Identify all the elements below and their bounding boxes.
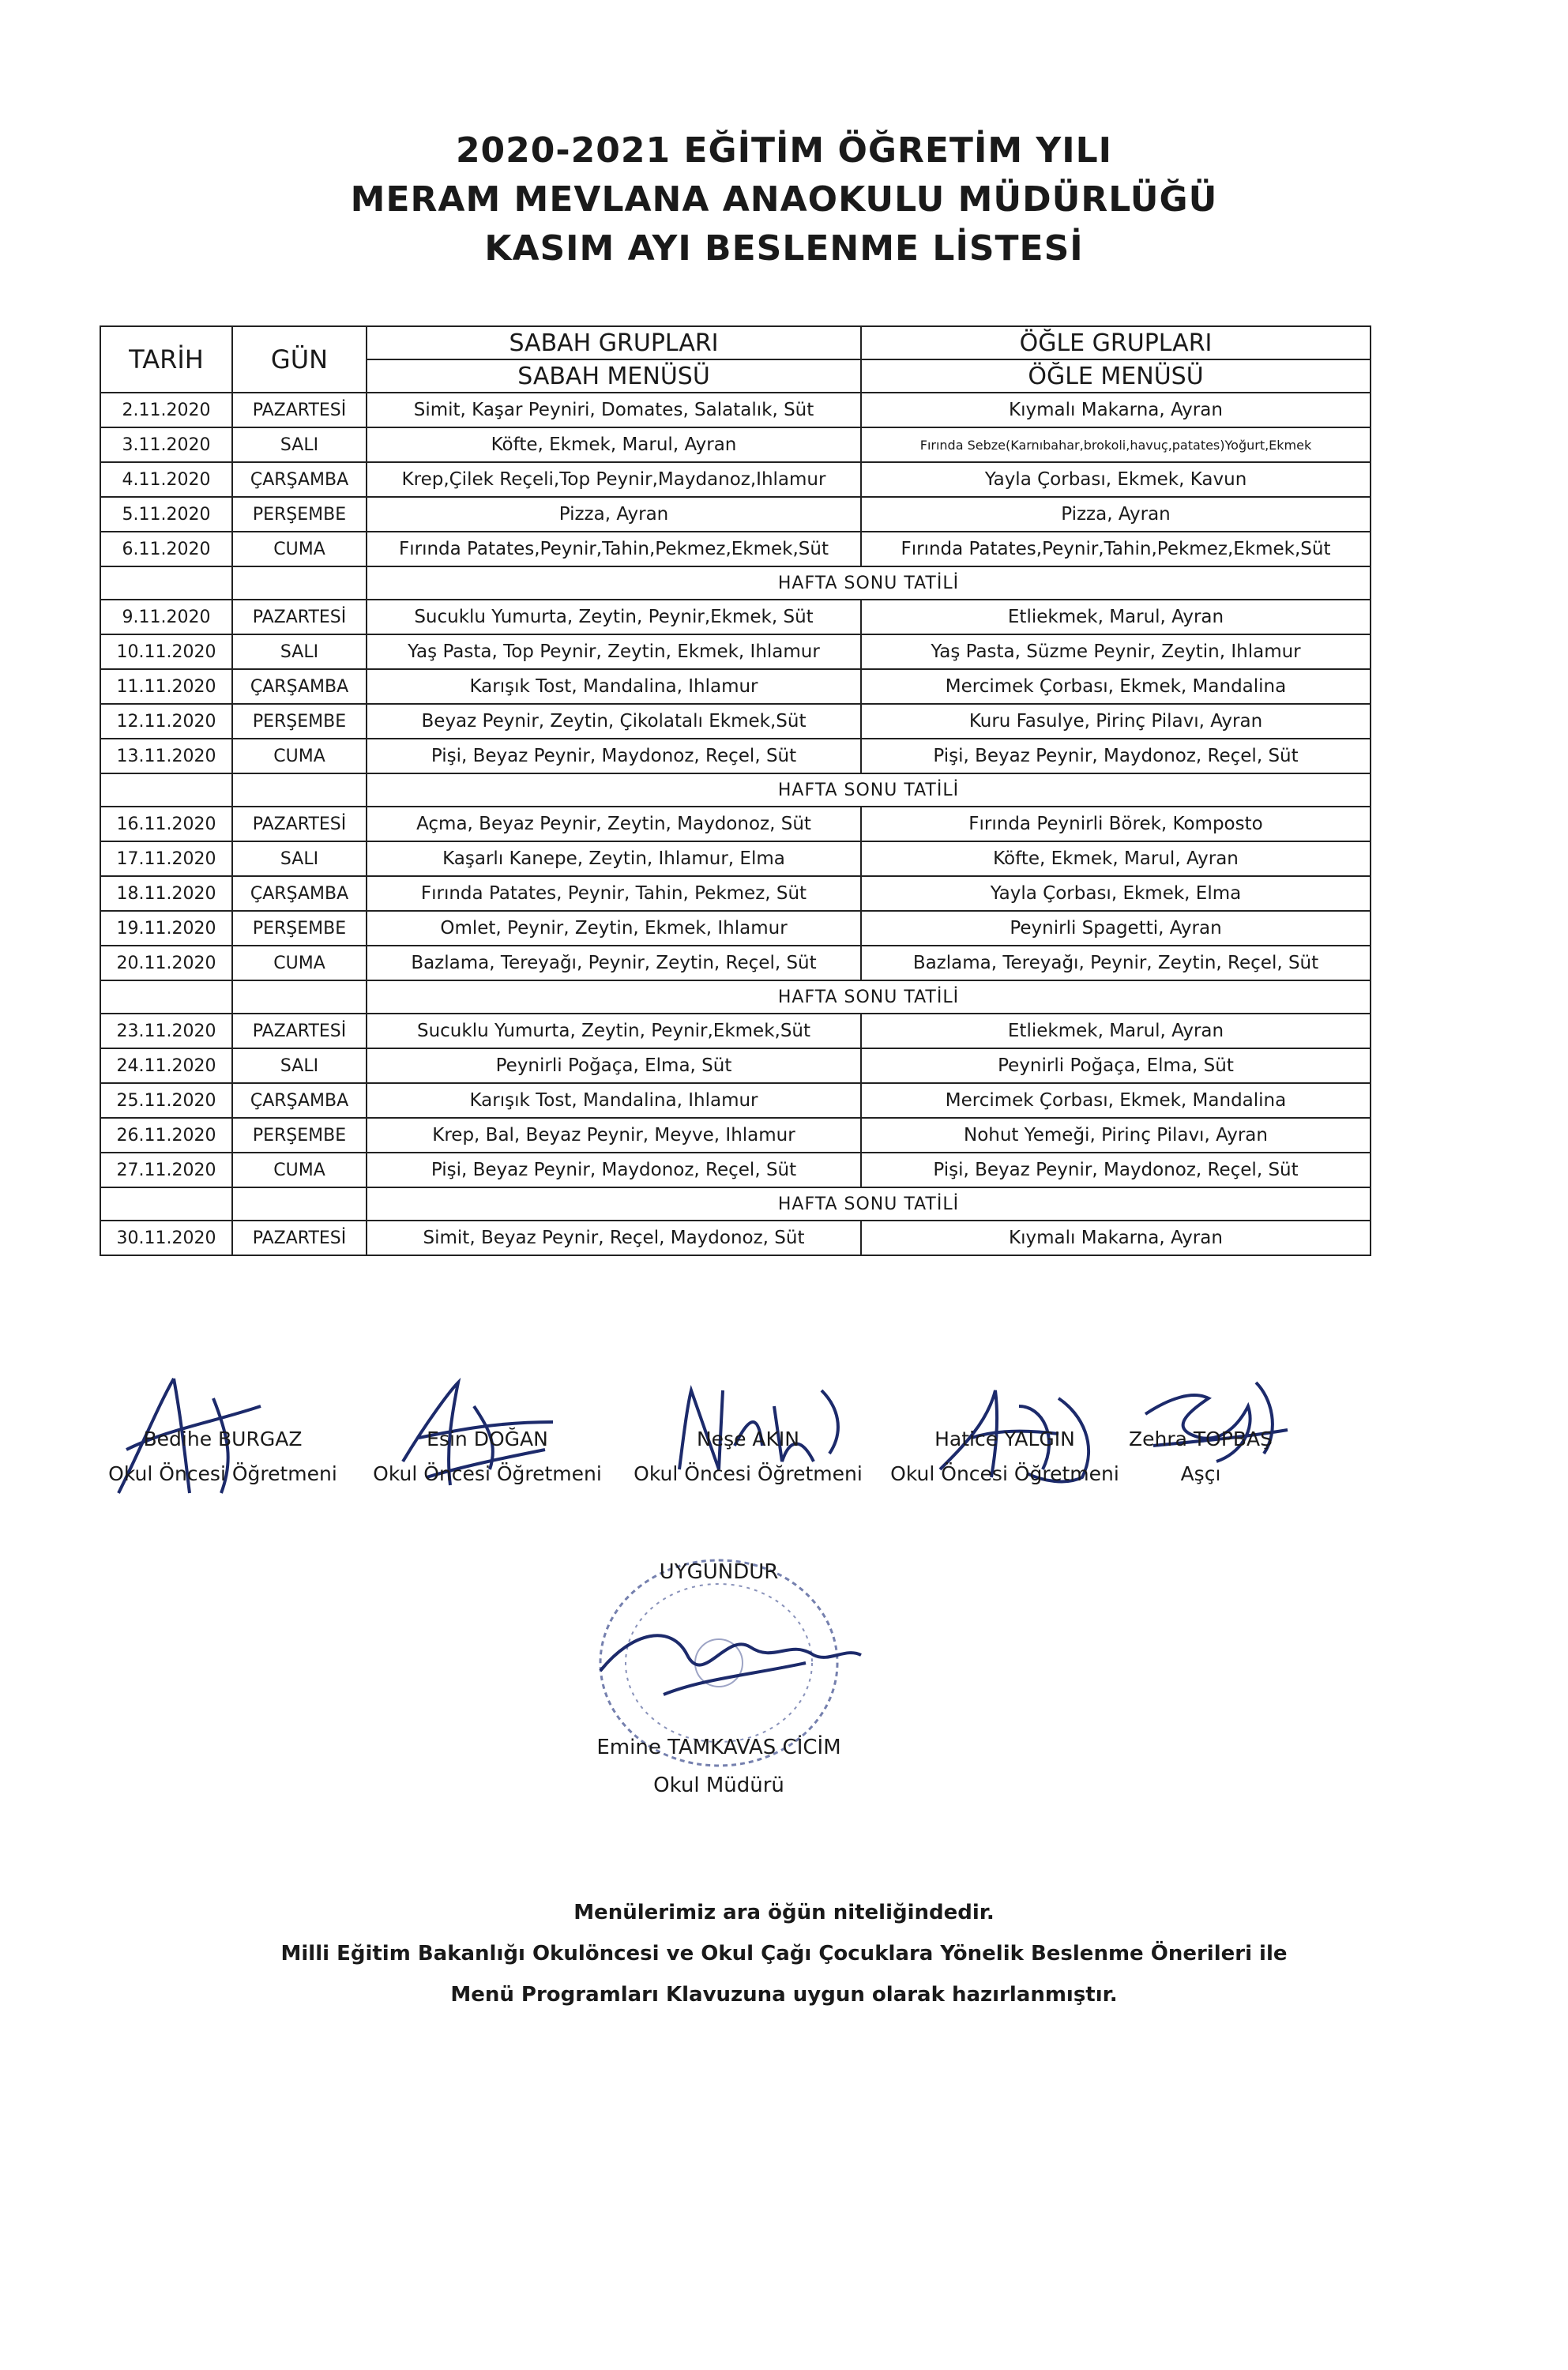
morning-menu-cell: Simit, Kaşar Peyniri, Domates, Salatalık, Süt xyxy=(367,393,861,427)
table-row xyxy=(100,946,1371,980)
date-cell: 3.11.2020 xyxy=(100,427,232,462)
noon-menu-cell: Etliekmek, Marul, Ayran xyxy=(861,1014,1371,1048)
table-row xyxy=(100,1118,1371,1153)
morning-menu-cell: Pizza, Ayran xyxy=(367,497,861,532)
header-list-title: KASIM AYI BESLENME LİSTESİ xyxy=(484,228,1084,269)
header-school-year: 2020-2021 EĞİTİM ÖĞRETİM YILI xyxy=(455,130,1113,171)
noon-menu-cell: Pizza, Ayran xyxy=(861,497,1371,532)
day-cell: SALI xyxy=(232,427,367,462)
day-cell: PAZARTESİ xyxy=(232,393,367,427)
table-row xyxy=(100,1014,1371,1048)
table-row xyxy=(100,600,1371,634)
date-cell: 24.11.2020 xyxy=(100,1048,232,1083)
header-school-name: MERAM MEVLANA ANAOKULU MÜDÜRLÜĞÜ xyxy=(350,179,1218,220)
date-cell: 2.11.2020 xyxy=(100,393,232,427)
noon-menu-cell: Yayla Çorbası, Ekmek, Elma xyxy=(861,876,1371,911)
noon-menu-cell: Pişi, Beyaz Peynir, Maydonoz, Reçel, Süt xyxy=(861,1153,1371,1187)
day-cell: PERŞEMBE xyxy=(232,497,367,532)
day-cell: ÇARŞAMBA xyxy=(232,462,367,497)
col-header-noon-menu: ÖĞLE MENÜSÜ xyxy=(861,359,1371,393)
weekend-label: HAFTA SONU TATİLİ xyxy=(367,980,1371,1014)
noon-menu-cell: Peynirli Spagetti, Ayran xyxy=(861,911,1371,946)
weekend-row xyxy=(100,773,1371,807)
table-row xyxy=(100,911,1371,946)
morning-menu-cell: Köfte, Ekmek, Marul, Ayran xyxy=(367,427,861,462)
day-cell: CUMA xyxy=(232,739,367,773)
nutrition-table xyxy=(100,325,1371,1256)
table-row xyxy=(100,669,1371,704)
noon-menu-cell: Kıymalı Makarna, Ayran xyxy=(861,1221,1371,1255)
date-cell: 17.11.2020 xyxy=(100,841,232,876)
date-cell: 19.11.2020 xyxy=(100,911,232,946)
weekend-label: HAFTA SONU TATİLİ xyxy=(367,1187,1371,1221)
day-cell: ÇARŞAMBA xyxy=(232,876,367,911)
signature-teacher-4 xyxy=(878,1422,1131,1492)
col-header-morning-menu: SABAH MENÜSÜ xyxy=(367,359,861,393)
date-cell: 18.11.2020 xyxy=(100,876,232,911)
noon-menu-cell: Peynirli Poğaça, Elma, Süt xyxy=(861,1048,1371,1083)
document-header xyxy=(0,126,1568,273)
morning-menu-cell: Fırında Patates, Peynir, Tahin, Pekmez, Süt xyxy=(367,876,861,911)
footer-notes xyxy=(0,1892,1568,2015)
day-cell: CUMA xyxy=(232,532,367,566)
table-row xyxy=(100,497,1371,532)
table-row xyxy=(100,876,1371,911)
signer-title: Okul Öncesi Öğretmeni xyxy=(373,1462,602,1485)
morning-menu-cell: Sucuklu Yumurta, Zeytin, Peynir,Ekmek,Süt xyxy=(367,1014,861,1048)
day-cell: SALI xyxy=(232,1048,367,1083)
table-row xyxy=(100,634,1371,669)
morning-menu-cell: Beyaz Peynir, Zeytin, Çikolatalı Ekmek,Süt xyxy=(367,704,861,739)
morning-menu-cell: Sucuklu Yumurta, Zeytin, Peynir,Ekmek, Süt xyxy=(367,600,861,634)
weekend-label: HAFTA SONU TATİLİ xyxy=(367,566,1371,600)
table-row xyxy=(100,1083,1371,1118)
noon-menu-cell: Fırında Sebze(Karnıbahar,brokoli,havuç,patates)Yoğurt,Ekmek xyxy=(861,427,1371,462)
date-cell: 4.11.2020 xyxy=(100,462,232,497)
weekend-row xyxy=(100,1187,1371,1221)
weekend-row xyxy=(100,980,1371,1014)
day-cell: PERŞEMBE xyxy=(232,704,367,739)
note-line-3: Menü Programları Klavuzuna uygun olarak hazırlanmıştır. xyxy=(450,1983,1118,2007)
signer-title: Okul Öncesi Öğretmeni xyxy=(108,1462,337,1485)
signer-name: Bedihe BURGAZ xyxy=(143,1428,303,1450)
noon-menu-cell: Köfte, Ekmek, Marul, Ayran xyxy=(861,841,1371,876)
morning-menu-cell: Simit, Beyaz Peynir, Reçel, Maydonoz, Süt xyxy=(367,1221,861,1255)
approval-label: UYGUNDUR xyxy=(659,1560,779,1584)
principal-name: Emine TAMKAVAS CİCİM xyxy=(596,1736,841,1759)
noon-menu-cell: Fırında Peynirli Börek, Komposto xyxy=(861,807,1371,841)
signature-teacher-1 xyxy=(88,1422,357,1492)
morning-menu-cell: Pişi, Beyaz Peynir, Maydonoz, Reçel, Süt xyxy=(367,1153,861,1187)
table-row xyxy=(100,427,1371,462)
table-row xyxy=(100,704,1371,739)
principal-block xyxy=(553,1729,885,1804)
morning-menu-cell: Krep, Bal, Beyaz Peynir, Meyve, Ihlamur xyxy=(367,1118,861,1153)
signer-title: Okul Öncesi Öğretmeni xyxy=(890,1462,1119,1485)
date-cell: 25.11.2020 xyxy=(100,1083,232,1118)
date-cell: 27.11.2020 xyxy=(100,1153,232,1187)
morning-menu-cell: Karışık Tost, Mandalina, Ihlamur xyxy=(367,669,861,704)
col-header-date: TARİH xyxy=(100,326,232,393)
signer-title: Aşçı xyxy=(1180,1462,1221,1485)
table-row xyxy=(100,807,1371,841)
day-cell: ÇARŞAMBA xyxy=(232,1083,367,1118)
date-cell: 20.11.2020 xyxy=(100,946,232,980)
note-line-1: Menülerimiz ara öğün niteliğindedir. xyxy=(573,1901,995,1924)
date-cell: 16.11.2020 xyxy=(100,807,232,841)
date-cell: 9.11.2020 xyxy=(100,600,232,634)
date-cell: 23.11.2020 xyxy=(100,1014,232,1048)
weekend-label: HAFTA SONU TATİLİ xyxy=(367,773,1371,807)
date-cell: 30.11.2020 xyxy=(100,1221,232,1255)
noon-menu-cell: Fırında Patates,Peynir,Tahin,Pekmez,Ekmek,Süt xyxy=(861,532,1371,566)
morning-menu-cell: Bazlama, Tereyağı, Peynir, Zeytin, Reçel, Süt xyxy=(367,946,861,980)
day-cell: CUMA xyxy=(232,946,367,980)
signer-name: Hatice YALGIN xyxy=(934,1428,1075,1450)
day-cell: CUMA xyxy=(232,1153,367,1187)
morning-menu-cell: Fırında Patates,Peynir,Tahin,Pekmez,Ekmek,Süt xyxy=(367,532,861,566)
col-header-day: GÜN xyxy=(232,326,367,393)
morning-menu-cell: Pişi, Beyaz Peynir, Maydonoz, Reçel, Süt xyxy=(367,739,861,773)
table-row xyxy=(100,1153,1371,1187)
signer-name: Esin DOĞAN xyxy=(427,1428,548,1450)
principal-signature-scribble xyxy=(600,1635,861,1695)
table-row xyxy=(100,1221,1371,1255)
morning-menu-cell: Krep,Çilek Reçeli,Top Peynir,Maydanoz,Ihlamur xyxy=(367,462,861,497)
table-row xyxy=(100,462,1371,497)
principal-title: Okul Müdürü xyxy=(653,1774,784,1797)
note-line-2: Milli Eğitim Bakanlığı Okulöncesi ve Okul Çağı Çocuklara Yönelik Beslenme Önerileri ile xyxy=(280,1942,1288,1966)
date-cell: 11.11.2020 xyxy=(100,669,232,704)
morning-menu-cell: Yaş Pasta, Top Peynir, Zeytin, Ekmek, Ihlamur xyxy=(367,634,861,669)
morning-menu-cell: Omlet, Peynir, Zeytin, Ekmek, Ihlamur xyxy=(367,911,861,946)
signature-block xyxy=(0,1375,1568,1501)
day-cell: PAZARTESİ xyxy=(232,1014,367,1048)
date-cell: 10.11.2020 xyxy=(100,634,232,669)
day-cell: PERŞEMBE xyxy=(232,1118,367,1153)
table-row xyxy=(100,841,1371,876)
date-cell: 13.11.2020 xyxy=(100,739,232,773)
day-cell: PAZARTESİ xyxy=(232,1221,367,1255)
morning-menu-cell: Açma, Beyaz Peynir, Zeytin, Maydonoz, Süt xyxy=(367,807,861,841)
noon-menu-cell: Kıymalı Makarna, Ayran xyxy=(861,393,1371,427)
signature-cook xyxy=(1106,1422,1295,1492)
col-header-morning-group: SABAH GRUPLARI xyxy=(367,326,861,359)
table-row xyxy=(100,532,1371,566)
date-cell: 5.11.2020 xyxy=(100,497,232,532)
noon-menu-cell: Kuru Fasulye, Pirinç Pilavı, Ayran xyxy=(861,704,1371,739)
noon-menu-cell: Nohut Yemeği, Pirinç Pilavı, Ayran xyxy=(861,1118,1371,1153)
signer-name: Zehra TOPBAŞ xyxy=(1128,1428,1273,1450)
col-header-noon-group: ÖĞLE GRUPLARI xyxy=(861,326,1371,359)
day-cell: PERŞEMBE xyxy=(232,911,367,946)
date-cell: 6.11.2020 xyxy=(100,532,232,566)
day-cell: PAZARTESİ xyxy=(232,600,367,634)
noon-menu-cell: Yaş Pasta, Süzme Peynir, Zeytin, Ihlamur xyxy=(861,634,1371,669)
table-row xyxy=(100,739,1371,773)
day-cell: SALI xyxy=(232,634,367,669)
signature-teacher-3 xyxy=(618,1422,878,1492)
weekend-row xyxy=(100,566,1371,600)
date-cell: 26.11.2020 xyxy=(100,1118,232,1153)
morning-menu-cell: Peynirli Poğaça, Elma, Süt xyxy=(367,1048,861,1083)
signer-title: Okul Öncesi Öğretmeni xyxy=(634,1462,863,1485)
noon-menu-cell: Bazlama, Tereyağı, Peynir, Zeytin, Reçel, Süt xyxy=(861,946,1371,980)
table-row xyxy=(100,1048,1371,1083)
table-row xyxy=(100,393,1371,427)
day-cell: ÇARŞAMBA xyxy=(232,669,367,704)
day-cell: PAZARTESİ xyxy=(232,807,367,841)
morning-menu-cell: Kaşarlı Kanepe, Zeytin, Ihlamur, Elma xyxy=(367,841,861,876)
date-cell: 12.11.2020 xyxy=(100,704,232,739)
noon-menu-cell: Mercimek Çorbası, Ekmek, Mandalina xyxy=(861,669,1371,704)
noon-menu-cell: Pişi, Beyaz Peynir, Maydonoz, Reçel, Süt xyxy=(861,739,1371,773)
signature-teacher-2 xyxy=(357,1422,618,1492)
noon-menu-cell: Mercimek Çorbası, Ekmek, Mandalina xyxy=(861,1083,1371,1118)
noon-menu-cell: Etliekmek, Marul, Ayran xyxy=(861,600,1371,634)
signer-name: Neşe AKIN xyxy=(696,1428,799,1450)
noon-menu-cell: Yayla Çorbası, Ekmek, Kavun xyxy=(861,462,1371,497)
day-cell: SALI xyxy=(232,841,367,876)
morning-menu-cell: Karışık Tost, Mandalina, Ihlamur xyxy=(367,1083,861,1118)
